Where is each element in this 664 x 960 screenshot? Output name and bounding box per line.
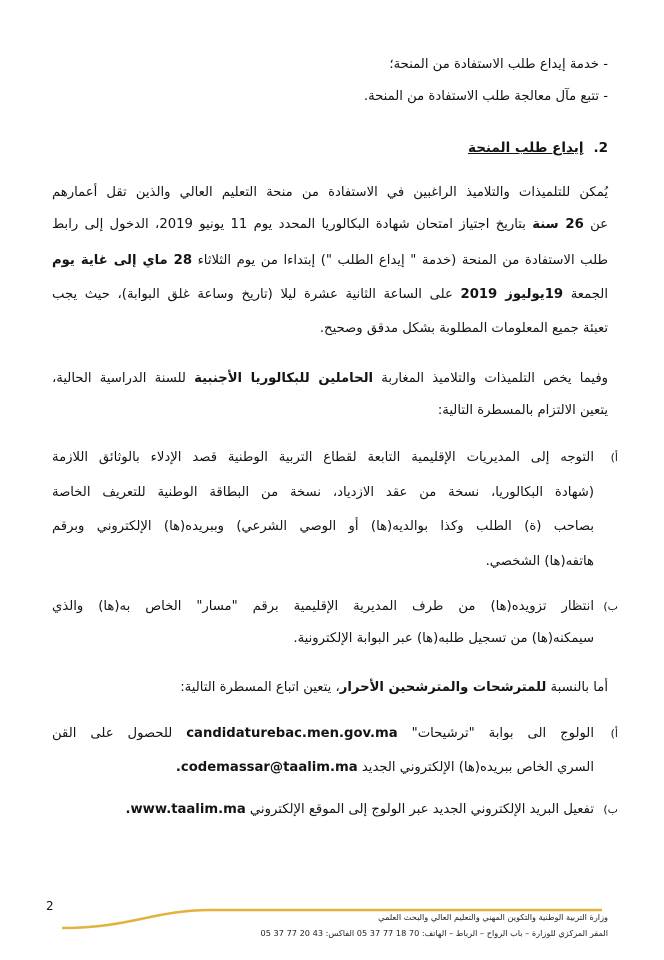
list-b-marker-1: أ) — [610, 727, 618, 740]
list-b-marker-2: ب) — [603, 803, 618, 816]
p1-line-4: الجمعة 19يوليوز 2019 على الساعة الثانية عشرة ليلا (تاريخ وساعة غلق البوابة)، حيث يجب — [52, 287, 608, 302]
list-a-marker-2: ب) — [603, 600, 618, 613]
list-b-item-2-line-1: تفعيل البريد الإلكتروني الجديد عبر الولوج إلى الموقع الإلكتروني www.taalim.ma. — [125, 802, 594, 817]
p2-line-2: يتعين الالتزام بالمسطرة التالية: — [437, 403, 608, 418]
section-number: 2. — [593, 140, 608, 156]
p2-line-1: وفيما يخص التلميذات والتلاميذ المغاربة الحاملين للبكالوريا الأجنبية للسنة الدراسية الحالية، — [52, 371, 608, 386]
p1-line-5: تعبئة جميع المعلومات المطلوبة بشكل مدقق وصحيح. — [319, 321, 608, 336]
list-a-item-2-line-2: سيمكنه(ها) من تسجيل طلبه(ها) عبر البوابة الإلكترونية. — [293, 631, 594, 646]
page-number: 2 — [46, 899, 54, 913]
footer-address: المقر المركزي للوزارة – باب الرواح – الرباط – الهاتف: 70 18 77 37 05 الفاكس: 43 20 77 37 05 — [260, 928, 608, 938]
p1-line-2: عن 26 سنة بتاريخ اجتياز امتحان شهادة البكالوريا المحدد يوم 11 يونيو 2019، الدخول إلى رابط — [52, 217, 608, 232]
footer-ministry-name: وزارة التربية الوطنية والتكوين المهني والتعليم العالي والبحث العلمي — [378, 912, 608, 922]
p3-line-1: أما بالنسبة للمترشحات والمترشحين الأحرار، يتعين اتباع المسطرة التالية: — [180, 680, 608, 695]
list-a-item-1-line-3: بصاحب (ة) الطلب وكذا بوالديه(ها) أو الوصي الشرعي) وببريده(ها) الإلكتروني وبرقم — [52, 519, 594, 534]
list-a-item-1-line-4: هاتفه(ها) الشخصي. — [485, 554, 594, 569]
list-a-item-1-line-2: (شهادة البكالوريا، نسخة من عقد الازدياد، نسخة من البطاقة الوطنية للتعريف الخاصة — [52, 485, 594, 500]
list-a-marker-1: أ) — [610, 451, 618, 464]
p1-line-3: طلب الاستفادة من المنحة (خدمة " إيداع الطلب ") إبتداءا من يوم الثلاثاء 28 ماي إلى غاية يوم — [52, 253, 608, 268]
list-a-item-1-line-1: التوجه إلى المديريات الإقليمية التابعة لقطاع التربية الوطنية قصد الإدلاء بالوثائق اللازمة — [52, 450, 594, 465]
intro-list-item-1: - خدمة إيداع طلب الاستفادة من المنحة؛ — [389, 57, 608, 72]
section-heading — [468, 140, 608, 156]
list-b-item-1-line-2: السري الخاص ببريده(ها) الإلكتروني الجديد codemassar@taalim.ma. — [175, 760, 594, 775]
list-b-item-1-line-1: الولوج الى بوابة "ترشيحات" candidaturebac.men.gov.ma للحصول على القن — [52, 726, 594, 741]
section-title: إيداع طلب المنحة — [468, 140, 584, 156]
list-a-item-2-line-1: انتظار تزويده(ها) من طرف المديرية الإقليمية برقم "مسار" الخاص به(ها) والذي — [52, 599, 594, 614]
p1-line-1: يُمكن للتلميذات والتلاميذ الراغبين في الاستفادة من منحة التعليم العالي والذين تقل أعمارهم — [52, 185, 608, 200]
intro-list-item-2: - تتبع مآل معالجة طلب الاستفادة من المنحة. — [363, 89, 608, 104]
